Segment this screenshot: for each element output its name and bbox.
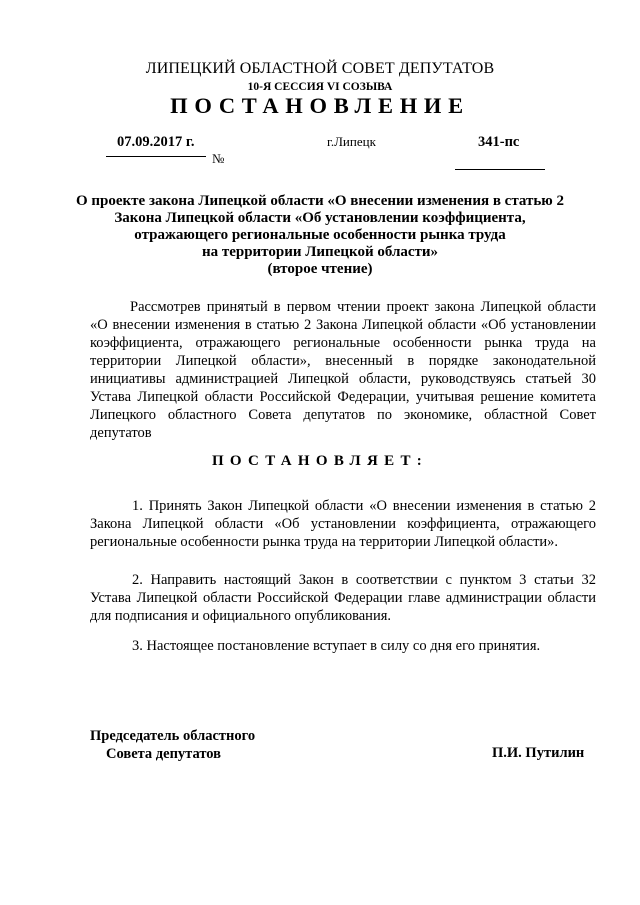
- document-date: 07.09.2017 г.: [117, 134, 195, 150]
- document-type-heading: ПОСТАНОВЛЕНИЕ: [170, 93, 470, 118]
- signatory-title: [90, 727, 255, 763]
- decree-item-2: 2. Направить настоящий Закон в соответствии с пунктом 3 статьи 32 Устава Липецкой области Российской Федерации главе администрации области для подписания и официального опубликования.: [90, 572, 596, 624]
- document-city: г.Липецк: [327, 134, 376, 149]
- decree-item-3: 3. Настоящее постановление вступает в силу со дня его принятия.: [132, 638, 541, 654]
- decree-heading: ПОСТАНОВЛЯЕТ:: [211, 453, 429, 469]
- session-label: 10-Я СЕССИЯ VI СОЗЫВА: [247, 81, 393, 93]
- title-line: отражающего региональные особенности рынка труда: [134, 227, 506, 243]
- organization-name: ЛИПЕЦКИЙ ОБЛАСТНОЙ СОВЕТ ДЕПУТАТОВ: [145, 60, 495, 77]
- signatory-title-line2: Совета депутатов: [106, 746, 222, 762]
- date-underline: [106, 156, 206, 157]
- document-title: [60, 193, 580, 278]
- signatory-name: П.И. Путилин: [492, 745, 585, 761]
- title-reading-note: (второе чтение): [267, 261, 373, 277]
- number-sign: №: [212, 151, 225, 166]
- title-line: на территории Липецкой области»: [201, 244, 439, 260]
- signatory-title-line1: Председатель областного: [90, 728, 256, 744]
- number-underline: [455, 169, 545, 170]
- title-line: Закона Липецкой области «Об установлении коэффициента,: [114, 210, 526, 226]
- document-number: 341-пс: [478, 134, 520, 150]
- title-line: О проекте закона Липецкой области «О внесении изменения в статью 2: [75, 193, 565, 209]
- preamble-paragraph: Рассмотрев принятый в первом чтении проект закона Липецкой области «О внесении изменения в статью 2 Закона Липецкой области «Об установлении коэффициента, отражающего региональные особенности рынка труда на территории Липецкой области», внесенный в порядке законодательной инициативы администрацией Липецкой области, руководствуясь статьей 30 Устава Липецкой области Российской Федерации, учитывая решение комитета Липецкого областного Совета депутатов по экономике, областной Совет депутатов: [90, 299, 596, 441]
- decree-item-1: 1. Принять Закон Липецкой области «О внесении изменения в статью 2 Закона Липецкой области «Об установлении коэффициента, отражающего региональные особенности рынка труда на территории Липецкой области».: [90, 498, 596, 550]
